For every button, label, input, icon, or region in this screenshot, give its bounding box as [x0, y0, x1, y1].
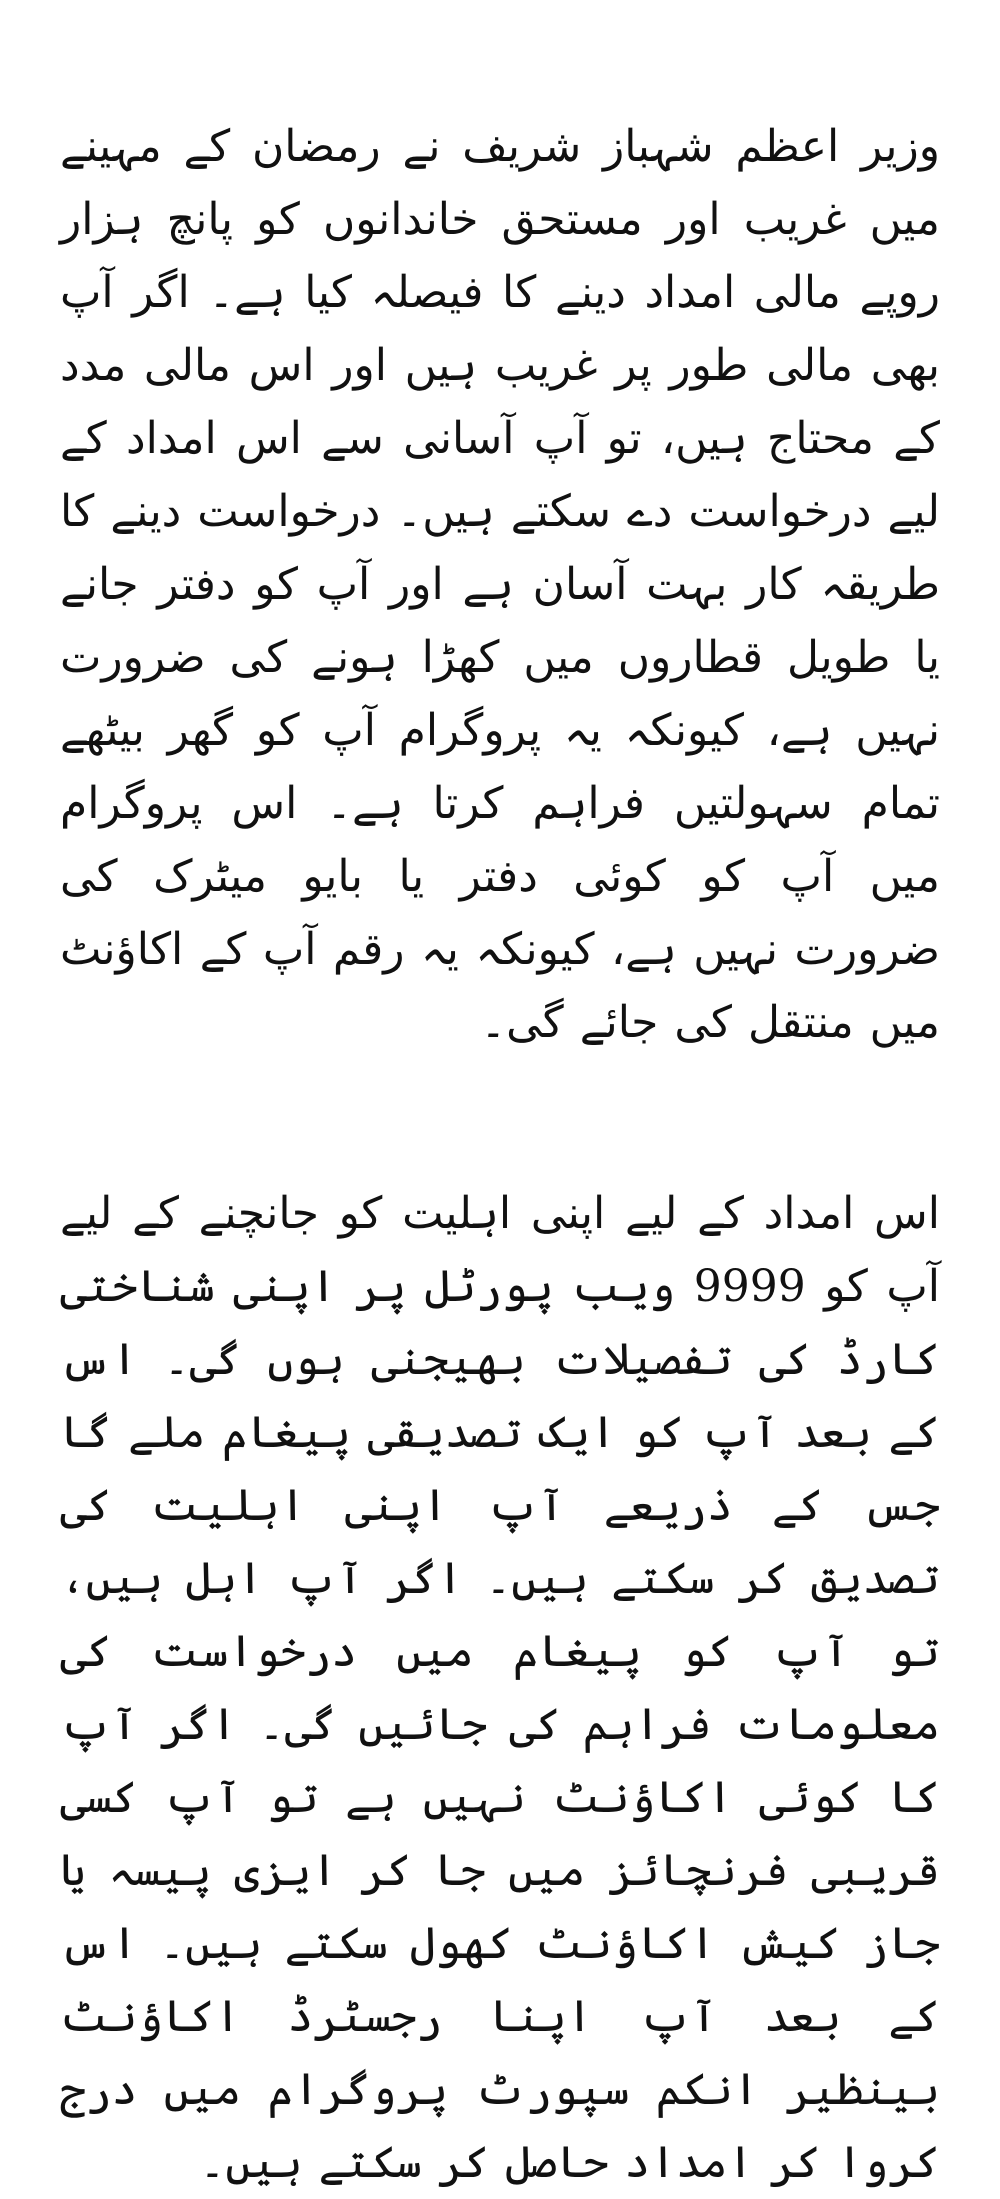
article-paragraph-2: اس امداد کے لیے اپنی اہلیت کو جانچنے کے لیے آپ کو 9999 ویب پورٹل پر اپنی شناختی کارڈ کی تفصیلات بھیجنی ہوں گی۔ اس کے بعد آپ کو ایک تصدیقی پیغام ملے گا جس کے ذریعے آپ اپنی اہلیت کی تصدیق کر سکتے ہیں۔ اگر آپ اہل ہیں، تو آپ کو پیغام میں درخواست کی معلومات فراہم کی جائیں گی۔ اگر آپ کا کوئی اکاؤنٹ نہیں ہے تو آپ کسی قریبی فرنچائز میں جا کر ایزی پیسہ یا جاز کیش اکاؤنٹ کھول سکتے ہیں۔ اس کے بعد آپ اپنا رجسٹرڈ اکاؤنٹ بینظیر انکم سپورٹ پروگرام میں درج کروا کر امداد حاصل کر سکتے ہیں۔: [60, 1188, 940, 2188]
article-paragraph-1: وزیر اعظم شہباز شریف نے رمضان کے مہینے میں غریب اور مستحق خاندانوں کو پانچ ہزار روپے مالی امداد دینے کا فیصلہ کیا ہے۔ اگر آپ بھی مالی طور پر غریب ہیں اور اس مالی مدد کے محتاج ہیں، تو آپ آسانی سے اس امداد کے لیے درخواست دے سکتے ہیں۔ درخواست دینے کا طریقہ کار بہت آسان ہے اور آپ کو دفتر جانے یا طویل قطاروں میں کھڑا ہونے کی ضرورت نہیں ہے، کیونکہ یہ پروگرام آپ کو گھر بیٹھے تمام سہولتیں فراہم کرتا ہے۔ اس پروگرام میں آپ کو کوئی دفتر یا بایو میٹرک کی ضرورت نہیں ہے، کیونکہ یہ رقم آپ کے اکاؤنٹ میں منتقل کی جائے گی۔: [60, 121, 940, 1048]
